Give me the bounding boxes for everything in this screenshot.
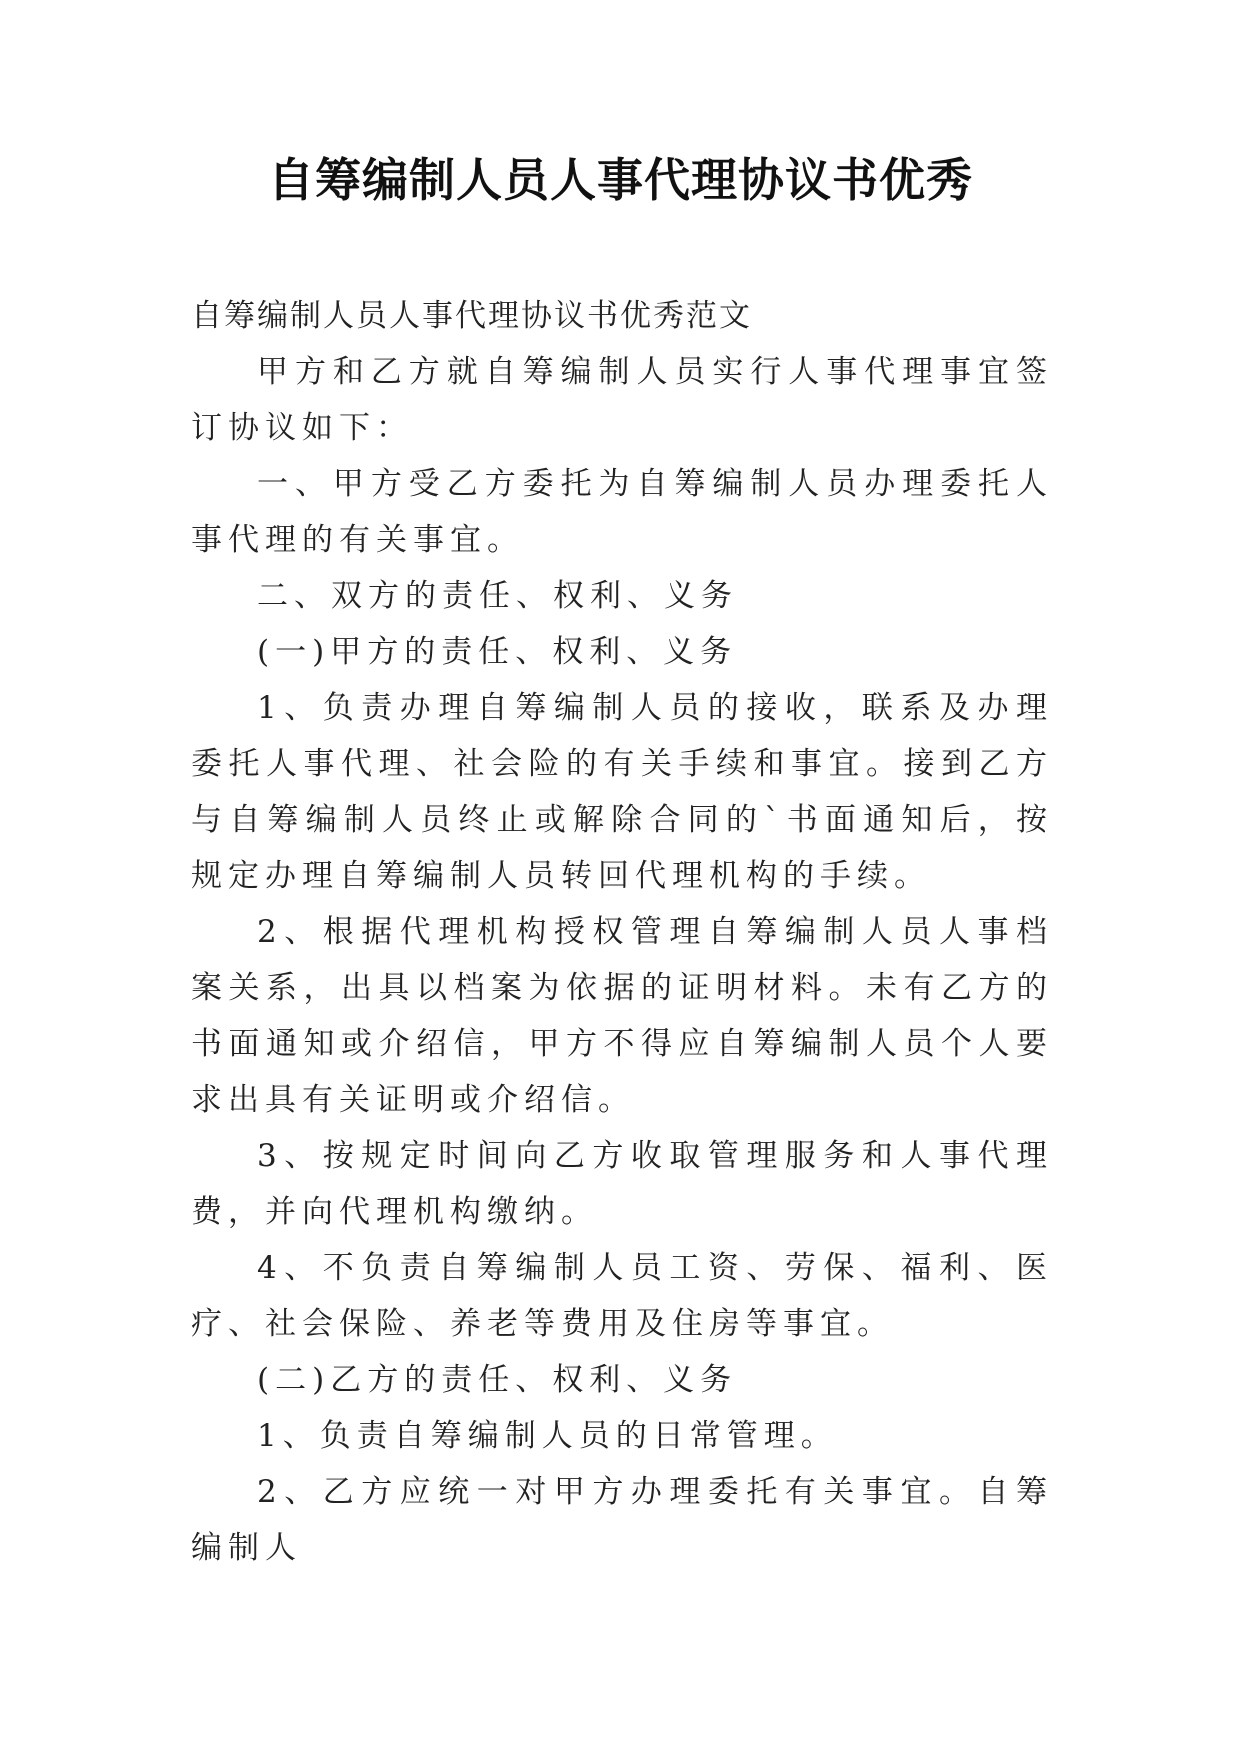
paragraph-party-b-item-2: 2、乙方应统一对甲方办理委托有关事宜。自筹编制人 — [191, 1474, 1053, 1566]
paragraph-party-a-item-4: 4、不负责自筹编制人员工资、劳保、福利、医疗、社会保险、养老等费用及住房等事宜。 — [191, 1250, 1053, 1342]
document-title: 自筹编制人员人事代理协议书优秀 — [268, 153, 973, 207]
paragraph-party-a-item-1: 1、负责办理自筹编制人员的接收，联系及办理委托人事代理、社会险的有关手续和事宜。接到乙方与自筹编制人员终止或解除合同的`书面通知后，按规定办理自筹编制人员转回代理机构的手续。 — [191, 690, 1053, 894]
paragraph-clause-1: 一、甲方受乙方委托为自筹编制人员办理委托人事代理的有关事宜。 — [191, 466, 1053, 558]
paragraph-intro: 甲方和乙方就自筹编制人员实行人事代理事宜签订协议如下： — [191, 354, 1053, 446]
paragraph-party-b-item-1: 1、负责自筹编制人员的日常管理。 — [257, 1418, 838, 1454]
paragraph-party-b-heading: (二)乙方的责任、权利、义务 — [257, 1362, 738, 1398]
document-subtitle: 自筹编制人员人事代理协议书优秀范文 — [191, 298, 752, 334]
paragraph-clause-2-heading: 二、双方的责任、权利、义务 — [257, 578, 738, 614]
paragraph-party-a-heading: (一)甲方的责任、权利、义务 — [257, 634, 738, 670]
paragraph-party-a-item-3: 3、按规定时间向乙方收取管理服务和人事代理费，并向代理机构缴纳。 — [191, 1138, 1053, 1230]
paragraph-party-a-item-2: 2、根据代理机构授权管理自筹编制人员人事档案关系，出具以档案为依据的证明材料。未有乙方的书面通知或介绍信，甲方不得应自筹编制人员个人要求出具有关证明或介绍信。 — [191, 914, 1053, 1118]
document-body — [191, 288, 1053, 1576]
